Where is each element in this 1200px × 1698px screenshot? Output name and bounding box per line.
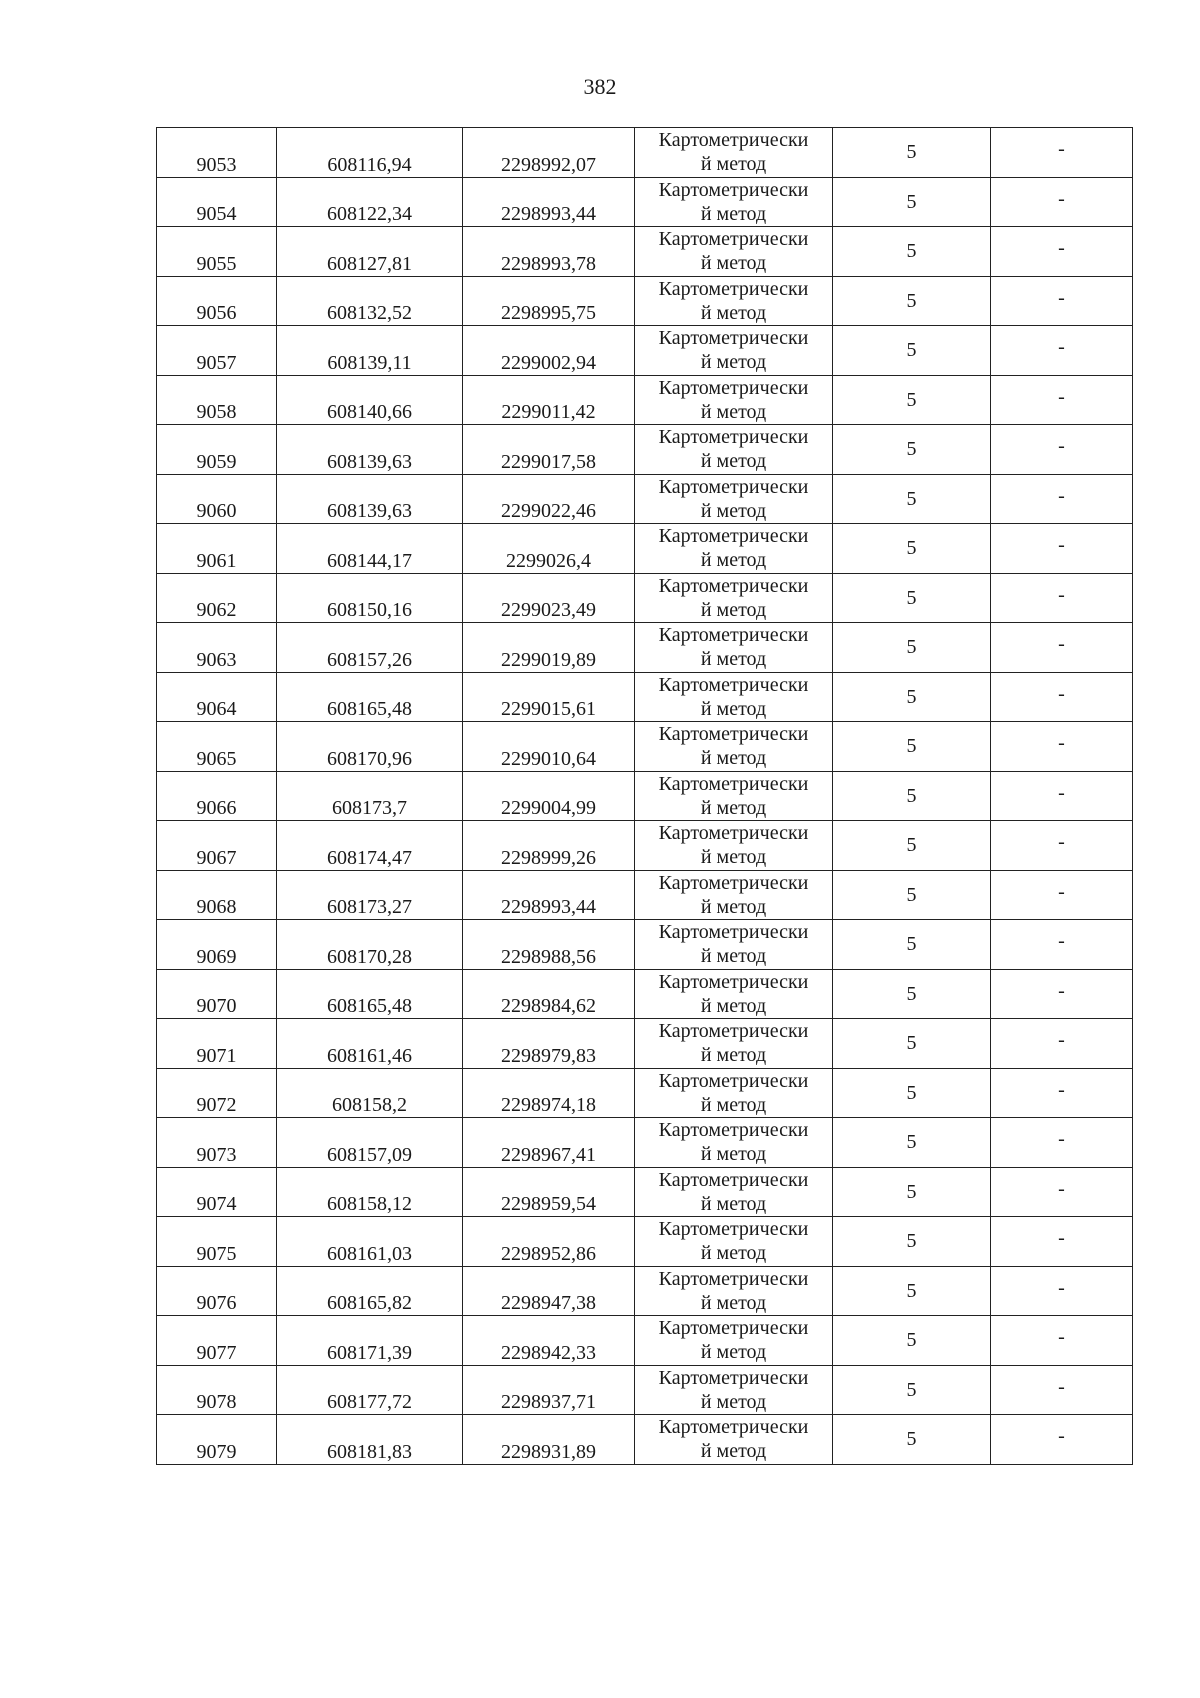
- note-dash: -: [1058, 1078, 1065, 1101]
- method-line-1: Картометрически: [658, 822, 809, 845]
- table-row: [157, 177, 1133, 227]
- note-dash: -: [1058, 534, 1065, 557]
- method-line-1: Картометрически: [658, 475, 809, 498]
- method-line-1: Картометрически: [658, 871, 809, 894]
- x-coordinate-cell: 608161,46: [277, 1019, 463, 1069]
- table-row: [157, 1068, 1133, 1118]
- method-line-2: й метод: [700, 598, 767, 621]
- y-coordinate-cell: 2299015,61: [463, 672, 635, 722]
- table-row: [157, 1316, 1133, 1366]
- y-coordinate-cell: 2299017,58: [463, 425, 635, 475]
- method-line-1: Картометрически: [658, 921, 809, 944]
- method-line-1: Картометрически: [658, 772, 809, 795]
- table-row: [157, 1365, 1133, 1415]
- method-line-2: й метод: [700, 796, 767, 819]
- accuracy-cell: 5: [833, 1266, 991, 1316]
- method-cell: [635, 1316, 833, 1366]
- point-number-cell: 9067: [157, 821, 277, 871]
- method-line-2: й метод: [700, 747, 767, 770]
- note-dash: -: [1058, 732, 1065, 755]
- method-line-2: й метод: [700, 400, 767, 423]
- x-coordinate-cell: 608132,52: [277, 276, 463, 326]
- accuracy-cell: 5: [833, 722, 991, 772]
- point-number-cell: 9073: [157, 1118, 277, 1168]
- accuracy-cell: 5: [833, 375, 991, 425]
- y-coordinate-cell: 2298993,78: [463, 227, 635, 277]
- method-cell: [635, 1118, 833, 1168]
- coordinates-table-body: [157, 128, 1133, 1465]
- note-cell: [991, 375, 1133, 425]
- point-number-cell: 9065: [157, 722, 277, 772]
- method-cell: [635, 227, 833, 277]
- note-dash: -: [1058, 1227, 1065, 1250]
- accuracy-cell: 5: [833, 771, 991, 821]
- point-number-cell: 9062: [157, 573, 277, 623]
- table-row: [157, 771, 1133, 821]
- point-number-cell: 9061: [157, 524, 277, 574]
- table-row: [157, 870, 1133, 920]
- method-line-2: й метод: [700, 1093, 767, 1116]
- x-coordinate-cell: 608174,47: [277, 821, 463, 871]
- y-coordinate-cell: 2299010,64: [463, 722, 635, 772]
- accuracy-cell: 5: [833, 1365, 991, 1415]
- method-cell: [635, 870, 833, 920]
- method-line-1: Картометрически: [658, 1119, 809, 1142]
- note-dash: -: [1058, 484, 1065, 507]
- x-coordinate-cell: 608150,16: [277, 573, 463, 623]
- y-coordinate-cell: 2298931,89: [463, 1415, 635, 1465]
- table-row: [157, 1266, 1133, 1316]
- method-line-2: й метод: [700, 301, 767, 324]
- method-line-1: Картометрически: [658, 624, 809, 647]
- method-line-1: Картометрически: [658, 723, 809, 746]
- method-line-1: Картометрически: [658, 574, 809, 597]
- method-line-1: Картометрически: [658, 1267, 809, 1290]
- point-number-cell: 9068: [157, 870, 277, 920]
- table-row: [157, 227, 1133, 277]
- method-line-1: Картометрически: [658, 1416, 809, 1439]
- y-coordinate-cell: 2299011,42: [463, 375, 635, 425]
- method-line-1: Картометрически: [658, 178, 809, 201]
- method-line-2: й метод: [700, 1440, 767, 1463]
- note-cell: [991, 326, 1133, 376]
- y-coordinate-cell: 2299004,99: [463, 771, 635, 821]
- method-line-1: Картометрически: [658, 1069, 809, 1092]
- note-dash: -: [1058, 385, 1065, 408]
- note-cell: [991, 276, 1133, 326]
- note-cell: [991, 672, 1133, 722]
- accuracy-cell: 5: [833, 524, 991, 574]
- note-cell: [991, 1217, 1133, 1267]
- note-dash: -: [1058, 633, 1065, 656]
- accuracy-cell: 5: [833, 128, 991, 178]
- method-line-1: Картометрически: [658, 129, 809, 152]
- point-number-cell: 9074: [157, 1167, 277, 1217]
- method-line-2: й метод: [700, 1192, 767, 1215]
- method-cell: [635, 1217, 833, 1267]
- point-number-cell: 9066: [157, 771, 277, 821]
- note-cell: [991, 920, 1133, 970]
- note-cell: [991, 1118, 1133, 1168]
- note-cell: [991, 1316, 1133, 1366]
- method-line-2: й метод: [700, 351, 767, 374]
- note-dash: -: [1058, 979, 1065, 1002]
- accuracy-cell: 5: [833, 969, 991, 1019]
- table-row: [157, 128, 1133, 178]
- x-coordinate-cell: 608157,09: [277, 1118, 463, 1168]
- note-cell: [991, 821, 1133, 871]
- note-cell: [991, 771, 1133, 821]
- method-cell: [635, 326, 833, 376]
- y-coordinate-cell: 2299002,94: [463, 326, 635, 376]
- x-coordinate-cell: 608173,27: [277, 870, 463, 920]
- method-line-1: Картометрически: [658, 228, 809, 251]
- note-cell: [991, 1019, 1133, 1069]
- method-cell: [635, 1415, 833, 1465]
- method-cell: [635, 474, 833, 524]
- method-line-1: Картометрически: [658, 1366, 809, 1389]
- accuracy-cell: 5: [833, 326, 991, 376]
- table-row: [157, 524, 1133, 574]
- point-number-cell: 9063: [157, 623, 277, 673]
- note-cell: [991, 623, 1133, 673]
- note-cell: [991, 425, 1133, 475]
- x-coordinate-cell: 608165,48: [277, 672, 463, 722]
- table-row: [157, 326, 1133, 376]
- point-number-cell: 9058: [157, 375, 277, 425]
- x-coordinate-cell: 608181,83: [277, 1415, 463, 1465]
- page-number: 382: [583, 74, 617, 99]
- table-row: [157, 672, 1133, 722]
- note-dash: -: [1058, 1375, 1065, 1398]
- note-dash: -: [1058, 336, 1065, 359]
- method-line-1: Картометрически: [658, 327, 809, 350]
- method-line-2: й метод: [700, 895, 767, 918]
- x-coordinate-cell: 608139,63: [277, 474, 463, 524]
- method-cell: [635, 623, 833, 673]
- method-line-1: Картометрически: [658, 277, 809, 300]
- x-coordinate-cell: 608177,72: [277, 1365, 463, 1415]
- x-coordinate-cell: 608139,11: [277, 326, 463, 376]
- method-line-2: й метод: [700, 252, 767, 275]
- table-row: [157, 969, 1133, 1019]
- table-row: [157, 573, 1133, 623]
- x-coordinate-cell: 608161,03: [277, 1217, 463, 1267]
- method-cell: [635, 177, 833, 227]
- note-dash: -: [1058, 237, 1065, 260]
- note-cell: [991, 128, 1133, 178]
- method-line-2: й метод: [700, 499, 767, 522]
- note-dash: -: [1058, 435, 1065, 458]
- method-line-2: й метод: [700, 1044, 767, 1067]
- table-row: [157, 1019, 1133, 1069]
- x-coordinate-cell: 608170,28: [277, 920, 463, 970]
- note-cell: [991, 1365, 1133, 1415]
- point-number-cell: 9076: [157, 1266, 277, 1316]
- note-dash: -: [1058, 831, 1065, 854]
- method-cell: [635, 920, 833, 970]
- method-line-1: Картометрически: [658, 1020, 809, 1043]
- method-line-2: й метод: [700, 1291, 767, 1314]
- accuracy-cell: 5: [833, 425, 991, 475]
- point-number-cell: 9054: [157, 177, 277, 227]
- accuracy-cell: 5: [833, 1415, 991, 1465]
- note-dash: -: [1058, 583, 1065, 606]
- method-cell: [635, 771, 833, 821]
- table-row: [157, 1118, 1133, 1168]
- method-line-2: й метод: [700, 648, 767, 671]
- note-dash: -: [1058, 781, 1065, 804]
- method-cell: [635, 1167, 833, 1217]
- table-row: [157, 1415, 1133, 1465]
- y-coordinate-cell: 2298992,07: [463, 128, 635, 178]
- method-cell: [635, 1365, 833, 1415]
- point-number-cell: 9079: [157, 1415, 277, 1465]
- point-number-cell: 9071: [157, 1019, 277, 1069]
- accuracy-cell: 5: [833, 870, 991, 920]
- method-line-1: Картометрически: [658, 376, 809, 399]
- method-line-2: й метод: [700, 994, 767, 1017]
- table-row: [157, 276, 1133, 326]
- x-coordinate-cell: 608127,81: [277, 227, 463, 277]
- x-coordinate-cell: 608158,12: [277, 1167, 463, 1217]
- table-row: [157, 1167, 1133, 1217]
- method-line-2: й метод: [700, 697, 767, 720]
- x-coordinate-cell: 608140,66: [277, 375, 463, 425]
- y-coordinate-cell: 2298959,54: [463, 1167, 635, 1217]
- y-coordinate-cell: 2299019,89: [463, 623, 635, 673]
- method-cell: [635, 1266, 833, 1316]
- point-number-cell: 9069: [157, 920, 277, 970]
- accuracy-cell: 5: [833, 1167, 991, 1217]
- point-number-cell: 9057: [157, 326, 277, 376]
- note-cell: [991, 1167, 1133, 1217]
- y-coordinate-cell: 2298988,56: [463, 920, 635, 970]
- accuracy-cell: 5: [833, 821, 991, 871]
- accuracy-cell: 5: [833, 474, 991, 524]
- x-coordinate-cell: 608165,82: [277, 1266, 463, 1316]
- method-line-1: Картометрически: [658, 1218, 809, 1241]
- y-coordinate-cell: 2298995,75: [463, 276, 635, 326]
- x-coordinate-cell: 608144,17: [277, 524, 463, 574]
- note-dash: -: [1058, 682, 1065, 705]
- table-row: [157, 623, 1133, 673]
- point-number-cell: 9053: [157, 128, 277, 178]
- x-coordinate-cell: 608157,26: [277, 623, 463, 673]
- y-coordinate-cell: 2298999,26: [463, 821, 635, 871]
- point-number-cell: 9060: [157, 474, 277, 524]
- method-line-2: й метод: [700, 1242, 767, 1265]
- point-number-cell: 9059: [157, 425, 277, 475]
- method-line-1: Картометрически: [658, 673, 809, 696]
- method-cell: [635, 969, 833, 1019]
- y-coordinate-cell: 2299023,49: [463, 573, 635, 623]
- method-line-1: Картометрически: [658, 525, 809, 548]
- method-line-1: Картометрически: [658, 1168, 809, 1191]
- method-cell: [635, 524, 833, 574]
- method-cell: [635, 128, 833, 178]
- x-coordinate-cell: 608173,7: [277, 771, 463, 821]
- table-row: [157, 375, 1133, 425]
- accuracy-cell: 5: [833, 623, 991, 673]
- note-cell: [991, 524, 1133, 574]
- accuracy-cell: 5: [833, 920, 991, 970]
- note-cell: [991, 1415, 1133, 1465]
- point-number-cell: 9070: [157, 969, 277, 1019]
- point-number-cell: 9078: [157, 1365, 277, 1415]
- table-row: [157, 920, 1133, 970]
- method-cell: [635, 375, 833, 425]
- note-dash: -: [1058, 1177, 1065, 1200]
- method-cell: [635, 1019, 833, 1069]
- point-number-cell: 9075: [157, 1217, 277, 1267]
- table-row: [157, 474, 1133, 524]
- method-line-2: й метод: [700, 1341, 767, 1364]
- y-coordinate-cell: 2299026,4: [463, 524, 635, 574]
- method-line-2: й метод: [700, 1390, 767, 1413]
- table-row: [157, 425, 1133, 475]
- point-number-cell: 9077: [157, 1316, 277, 1366]
- table-row: [157, 1217, 1133, 1267]
- method-cell: [635, 821, 833, 871]
- method-line-1: Картометрически: [658, 1317, 809, 1340]
- accuracy-cell: 5: [833, 1217, 991, 1267]
- method-line-1: Картометрически: [658, 426, 809, 449]
- note-cell: [991, 870, 1133, 920]
- method-line-2: й метод: [700, 153, 767, 176]
- accuracy-cell: 5: [833, 1068, 991, 1118]
- y-coordinate-cell: 2298952,86: [463, 1217, 635, 1267]
- accuracy-cell: 5: [833, 672, 991, 722]
- method-cell: [635, 1068, 833, 1118]
- note-dash: -: [1058, 1326, 1065, 1349]
- method-line-2: й метод: [700, 846, 767, 869]
- note-dash: -: [1058, 138, 1065, 161]
- method-line-2: й метод: [700, 549, 767, 572]
- accuracy-cell: 5: [833, 227, 991, 277]
- method-line-2: й метод: [700, 945, 767, 968]
- note-cell: [991, 177, 1133, 227]
- note-dash: -: [1058, 880, 1065, 903]
- x-coordinate-cell: 608122,34: [277, 177, 463, 227]
- accuracy-cell: 5: [833, 1316, 991, 1366]
- method-cell: [635, 425, 833, 475]
- note-cell: [991, 1068, 1133, 1118]
- note-cell: [991, 474, 1133, 524]
- note-dash: -: [1058, 1276, 1065, 1299]
- method-line-2: й метод: [700, 202, 767, 225]
- y-coordinate-cell: 2298993,44: [463, 870, 635, 920]
- method-cell: [635, 573, 833, 623]
- accuracy-cell: 5: [833, 573, 991, 623]
- x-coordinate-cell: 608158,2: [277, 1068, 463, 1118]
- note-cell: [991, 573, 1133, 623]
- table-row: [157, 821, 1133, 871]
- note-dash: -: [1058, 286, 1065, 309]
- y-coordinate-cell: 2298993,44: [463, 177, 635, 227]
- accuracy-cell: 5: [833, 1118, 991, 1168]
- y-coordinate-cell: 2298979,83: [463, 1019, 635, 1069]
- y-coordinate-cell: 2298984,62: [463, 969, 635, 1019]
- y-coordinate-cell: 2298937,71: [463, 1365, 635, 1415]
- note-dash: -: [1058, 930, 1065, 953]
- method-line-2: й метод: [700, 1143, 767, 1166]
- method-cell: [635, 722, 833, 772]
- accuracy-cell: 5: [833, 1019, 991, 1069]
- method-cell: [635, 276, 833, 326]
- y-coordinate-cell: 2298947,38: [463, 1266, 635, 1316]
- y-coordinate-cell: 2299022,46: [463, 474, 635, 524]
- note-dash: -: [1058, 1425, 1065, 1448]
- coordinates-table: [156, 127, 1133, 1465]
- y-coordinate-cell: 2298967,41: [463, 1118, 635, 1168]
- note-cell: [991, 722, 1133, 772]
- method-line-2: й метод: [700, 450, 767, 473]
- accuracy-cell: 5: [833, 177, 991, 227]
- accuracy-cell: 5: [833, 276, 991, 326]
- method-cell: [635, 672, 833, 722]
- note-cell: [991, 969, 1133, 1019]
- note-dash: -: [1058, 1128, 1065, 1151]
- point-number-cell: 9064: [157, 672, 277, 722]
- table-row: [157, 722, 1133, 772]
- x-coordinate-cell: 608139,63: [277, 425, 463, 475]
- note-dash: -: [1058, 187, 1065, 210]
- x-coordinate-cell: 608116,94: [277, 128, 463, 178]
- method-line-1: Картометрически: [658, 970, 809, 993]
- x-coordinate-cell: 608165,48: [277, 969, 463, 1019]
- note-dash: -: [1058, 1029, 1065, 1052]
- note-cell: [991, 1266, 1133, 1316]
- point-number-cell: 9056: [157, 276, 277, 326]
- point-number-cell: 9055: [157, 227, 277, 277]
- y-coordinate-cell: 2298974,18: [463, 1068, 635, 1118]
- point-number-cell: 9072: [157, 1068, 277, 1118]
- y-coordinate-cell: 2298942,33: [463, 1316, 635, 1366]
- note-cell: [991, 227, 1133, 277]
- x-coordinate-cell: 608171,39: [277, 1316, 463, 1366]
- x-coordinate-cell: 608170,96: [277, 722, 463, 772]
